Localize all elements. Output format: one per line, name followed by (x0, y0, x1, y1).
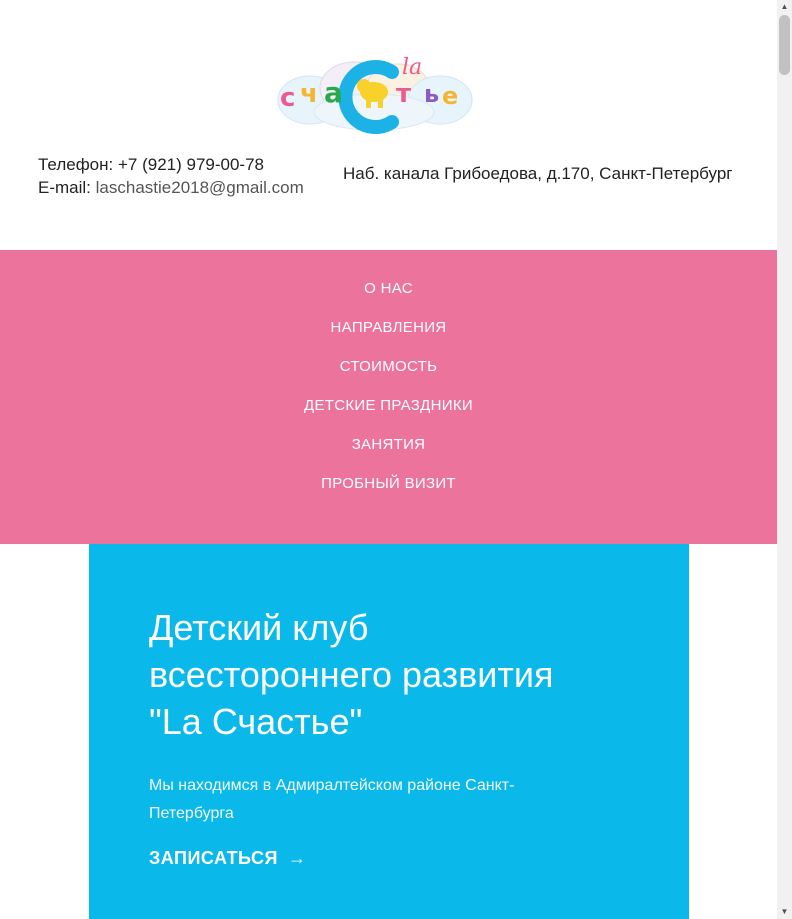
scrollbar-thumb[interactable] (779, 15, 790, 75)
phone-line (38, 153, 304, 176)
svg-text:la: la (402, 55, 423, 80)
arrow-right-icon: → (288, 848, 307, 868)
nav-item-directions[interactable]: НАПРАВЛЕНИЯ (330, 319, 447, 336)
email-label: E-mail: (38, 178, 91, 197)
nav-item-about[interactable]: О НАС (364, 280, 413, 297)
hero-title-line: всестороннего развития (149, 654, 554, 695)
site-logo[interactable] (274, 50, 474, 134)
hero-title-line: "La Счастье" (149, 701, 363, 742)
hero-title-line: Детский клуб (149, 607, 369, 648)
phone-link[interactable]: +7 (921) 979-00-78 (117, 155, 265, 174)
hero-section (89, 544, 689, 919)
scroll-up-icon[interactable]: ▲ (780, 2, 789, 11)
main-nav (0, 250, 777, 544)
scroll-down-icon[interactable]: ▼ (780, 907, 789, 916)
svg-text:ч: ч (300, 79, 318, 109)
svg-text:е: е (442, 82, 459, 110)
svg-text:ь: ь (424, 80, 440, 108)
signup-label: ЗАПИСАТЬСЯ (149, 848, 278, 868)
logo-graphic (274, 50, 474, 134)
address-text: Наб. канала Грибоедова, д.170, Санкт-Петербург (343, 164, 733, 183)
hero-subtitle: Мы находимся в Адмиралтейском районе Санкт-Петербурга (149, 777, 515, 822)
signup-button[interactable] (149, 848, 307, 869)
nav-item-prices[interactable]: СТОИМОСТЬ (339, 358, 438, 375)
email-link[interactable]: laschastie2018@gmail.com (95, 178, 304, 197)
svg-text:а: а (324, 76, 343, 109)
nav-item-trial-visit[interactable]: ПРОБНЫЙ ВИЗИТ (321, 475, 456, 492)
email-line (38, 176, 304, 199)
svg-text:с: с (280, 83, 296, 113)
nav-item-kids-parties[interactable]: ДЕТСКИЕ ПРАЗДНИКИ (304, 397, 473, 414)
nav-item-classes[interactable]: ЗАНЯТИЯ (351, 436, 426, 453)
hero-title (149, 604, 629, 745)
contact-block (38, 153, 304, 199)
svg-text:т: т (396, 79, 412, 109)
phone-label: Телефон: (38, 155, 114, 174)
scrollbar[interactable] (777, 0, 792, 919)
